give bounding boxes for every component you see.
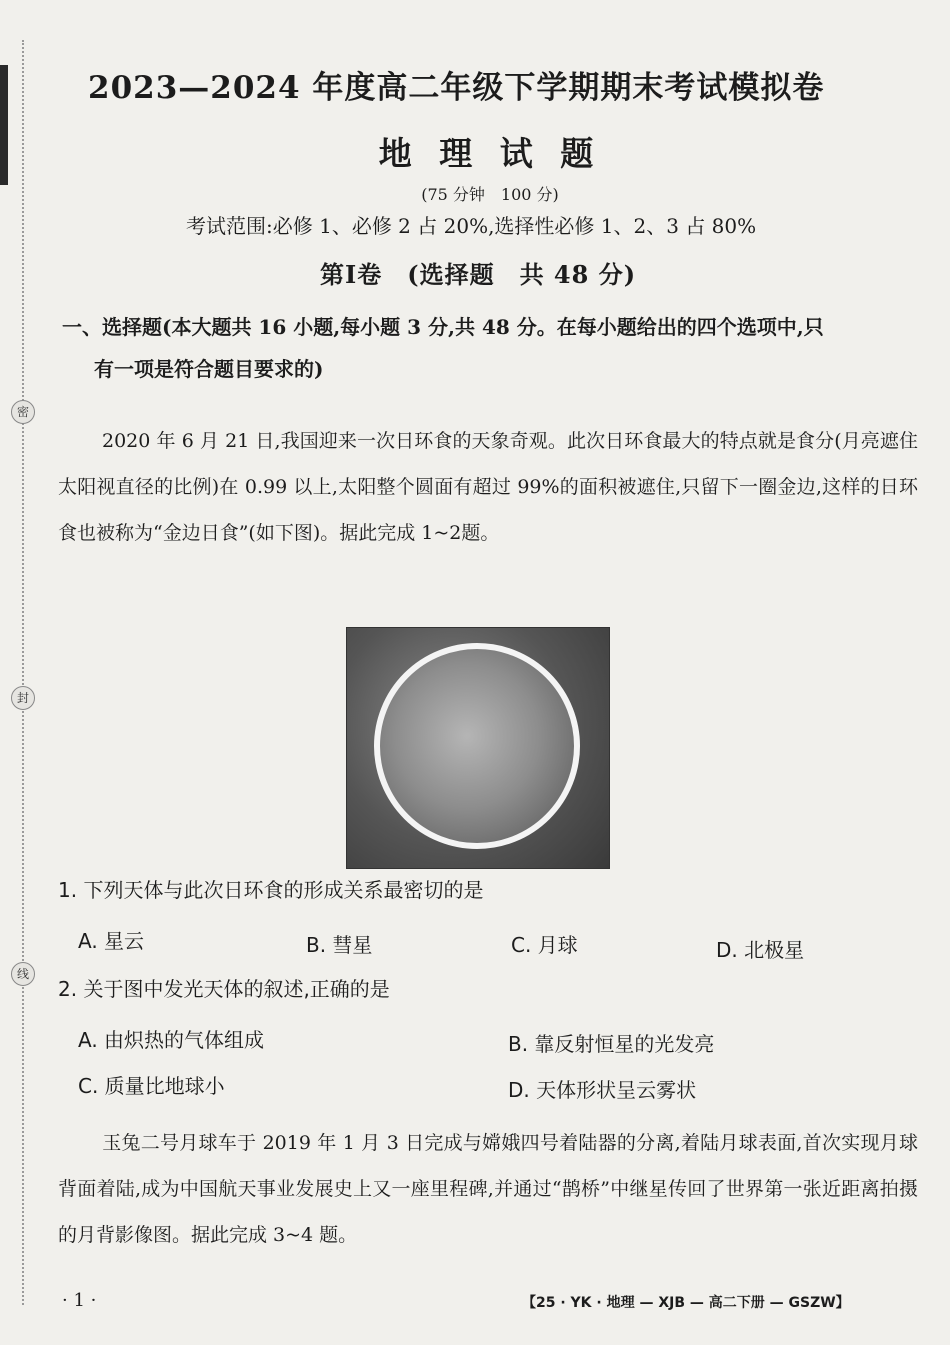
- passage-1: [58, 418, 918, 556]
- question-1-stem: 1. 下列天体与此次日环食的形成关系最密切的是: [58, 878, 484, 902]
- binding-mark-mi: 密: [11, 400, 35, 424]
- question-2-option-d: D. 天体形状呈云雾状: [508, 1078, 697, 1102]
- passage-1-text: 2020 年 6 月 21 日,我国迎来一次日环食的天象奇观。此次日环食最大的特点就是食分(月亮遮住太阳视直径的比例)在 0.99 以上,太阳整个圆面有超过 99%的面积被遮住,只留下一圈金边,这样的日环食也被称为“金边日食”(如下图)。据此完成 1~2题。: [58, 430, 918, 544]
- question-1-option-c: C. 月球: [511, 933, 578, 957]
- paper-code: 【25 · YK · 地理 — XJB — 高二下册 — GSZW】: [522, 1295, 850, 1311]
- passage-2-text: 玉兔二号月球车于 2019 年 1 月 3 日完成与嫦娥四号着陆器的分离,着陆月球表面,首次实现月球背面着陆,成为中国航天事业发展史上又一座里程碑,并通过“鹊桥”中继星传回了世界第一张近距离拍摄的月背影像图。据此完成 3~4 题。: [58, 1132, 918, 1246]
- question-1-option-b: B. 彗星: [306, 933, 373, 957]
- question-2-option-b: B. 靠反射恒星的光发亮: [508, 1032, 715, 1056]
- section-heading: [62, 306, 922, 390]
- page-number: · 1 ·: [62, 1290, 97, 1311]
- exam-scope: 考试范围:必修 1、必修 2 占 20%,选择性必修 1、2、3 占 80%: [186, 214, 757, 238]
- question-1-option-a: A. 星云: [78, 929, 145, 953]
- exam-title: 2023—2024 年度高二年级下学期期末考试模拟卷: [88, 70, 825, 106]
- annular-eclipse-photo: [346, 627, 610, 869]
- subject-title: 地 理 试 题: [378, 134, 602, 173]
- binding-mark-feng: 封: [11, 686, 35, 710]
- question-1-option-d: D. 北极星: [716, 938, 805, 962]
- question-2-stem: 2. 关于图中发光天体的叙述,正确的是: [58, 977, 390, 1001]
- question-2-option-a: A. 由炽热的气体组成: [78, 1028, 265, 1052]
- section-heading-line2: 有一项是符合题目要求的): [94, 357, 324, 381]
- section-heading-line1: 一、选择题(本大题共 16 小题,每小题 3 分,共 48 分。在每小题给出的四个选项中,只: [62, 315, 824, 339]
- time-score: (75 分钟 100 分): [421, 185, 559, 204]
- eclipse-ring-icon: [347, 628, 609, 868]
- binding-line: [22, 40, 24, 1305]
- volume-title: 第Ⅰ卷 (选择题 共 48 分): [320, 260, 637, 289]
- binding-mark-xian: 线: [11, 962, 35, 986]
- question-2-option-c: C. 质量比地球小: [78, 1074, 225, 1098]
- passage-2: [58, 1120, 918, 1258]
